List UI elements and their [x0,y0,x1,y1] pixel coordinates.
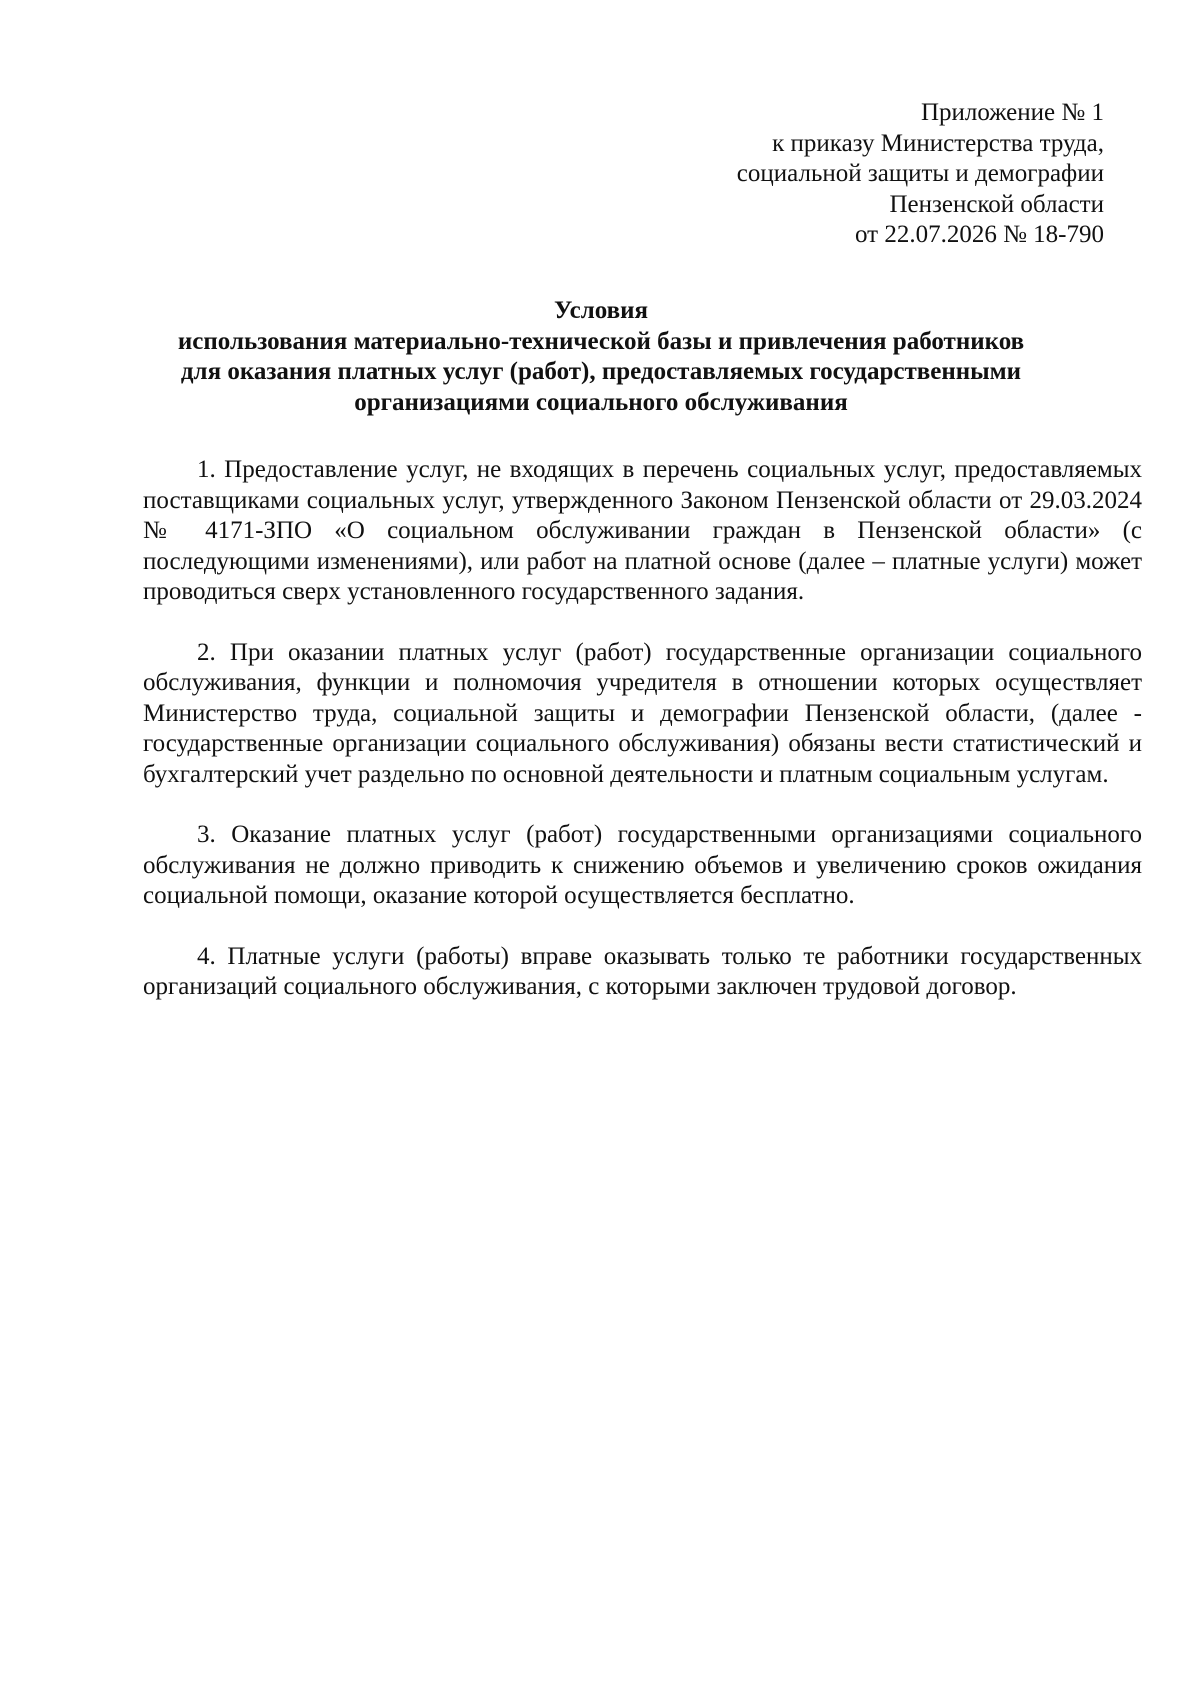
title-line-3: для оказания платных услуг (работ), предоставляемых государственными [180,358,1022,385]
paragraph-4: 4. Платные услуги (работы) вправе оказывать только те работники государственных организаций социального обслуживания, с которыми заключен трудовой договор. [143,942,1142,1000]
annex-order-date-number: от 22.07.2026 № 18-790 [854,221,1104,248]
annex-order-reference: к приказу Министерства труда, [772,129,1104,157]
title-line-1: Условия [553,297,649,324]
document-title [120,296,1082,418]
title-line-2: использования материально-технической базы и привлечения работников [177,327,1025,355]
paragraph-1: 1. Предоставление услуг, не входящих в перечень социальных услуг, предоставляемых поставщиками социальных услуг, утвержденного Законом Пензенской области от 29.03.2024 № 4171-ЗПО «О социальном обслуживании граждан в Пензенской области» (с последующими изменениями), или работ на платной основе (далее – платные услуги) может проводиться сверх установленного государственного задания. [143,456,1142,605]
annex-region: Пензенской области [889,190,1104,218]
paragraph-3: 3. Оказание платных услуг (работ) государственными организациями социального обслуживания не должно приводить к снижению объемов и увеличению сроков ожидания социальной помощи, оказание которой осуществляется бесплатно. [143,821,1142,909]
paragraph-2: 2. При оказании платных услуг (работ) государственные организации социального обслуживания, функции и полномочия учредителя в отношении которых осуществляет Министерство труда, социальной защиты и демографии Пензенской области, (далее - государственные организации социального обслуживания) обязаны вести статистический и бухгалтерский учет раздельно по основной деятельности и платным социальным услугам. [143,638,1142,788]
annex-ministry-line: социальной защиты и демографии [736,160,1104,187]
annex-header [504,98,1104,251]
document-body [143,455,1142,1033]
annex-number: Приложение № 1 [920,99,1104,126]
title-line-4: организациями социального обслуживания [354,388,848,416]
